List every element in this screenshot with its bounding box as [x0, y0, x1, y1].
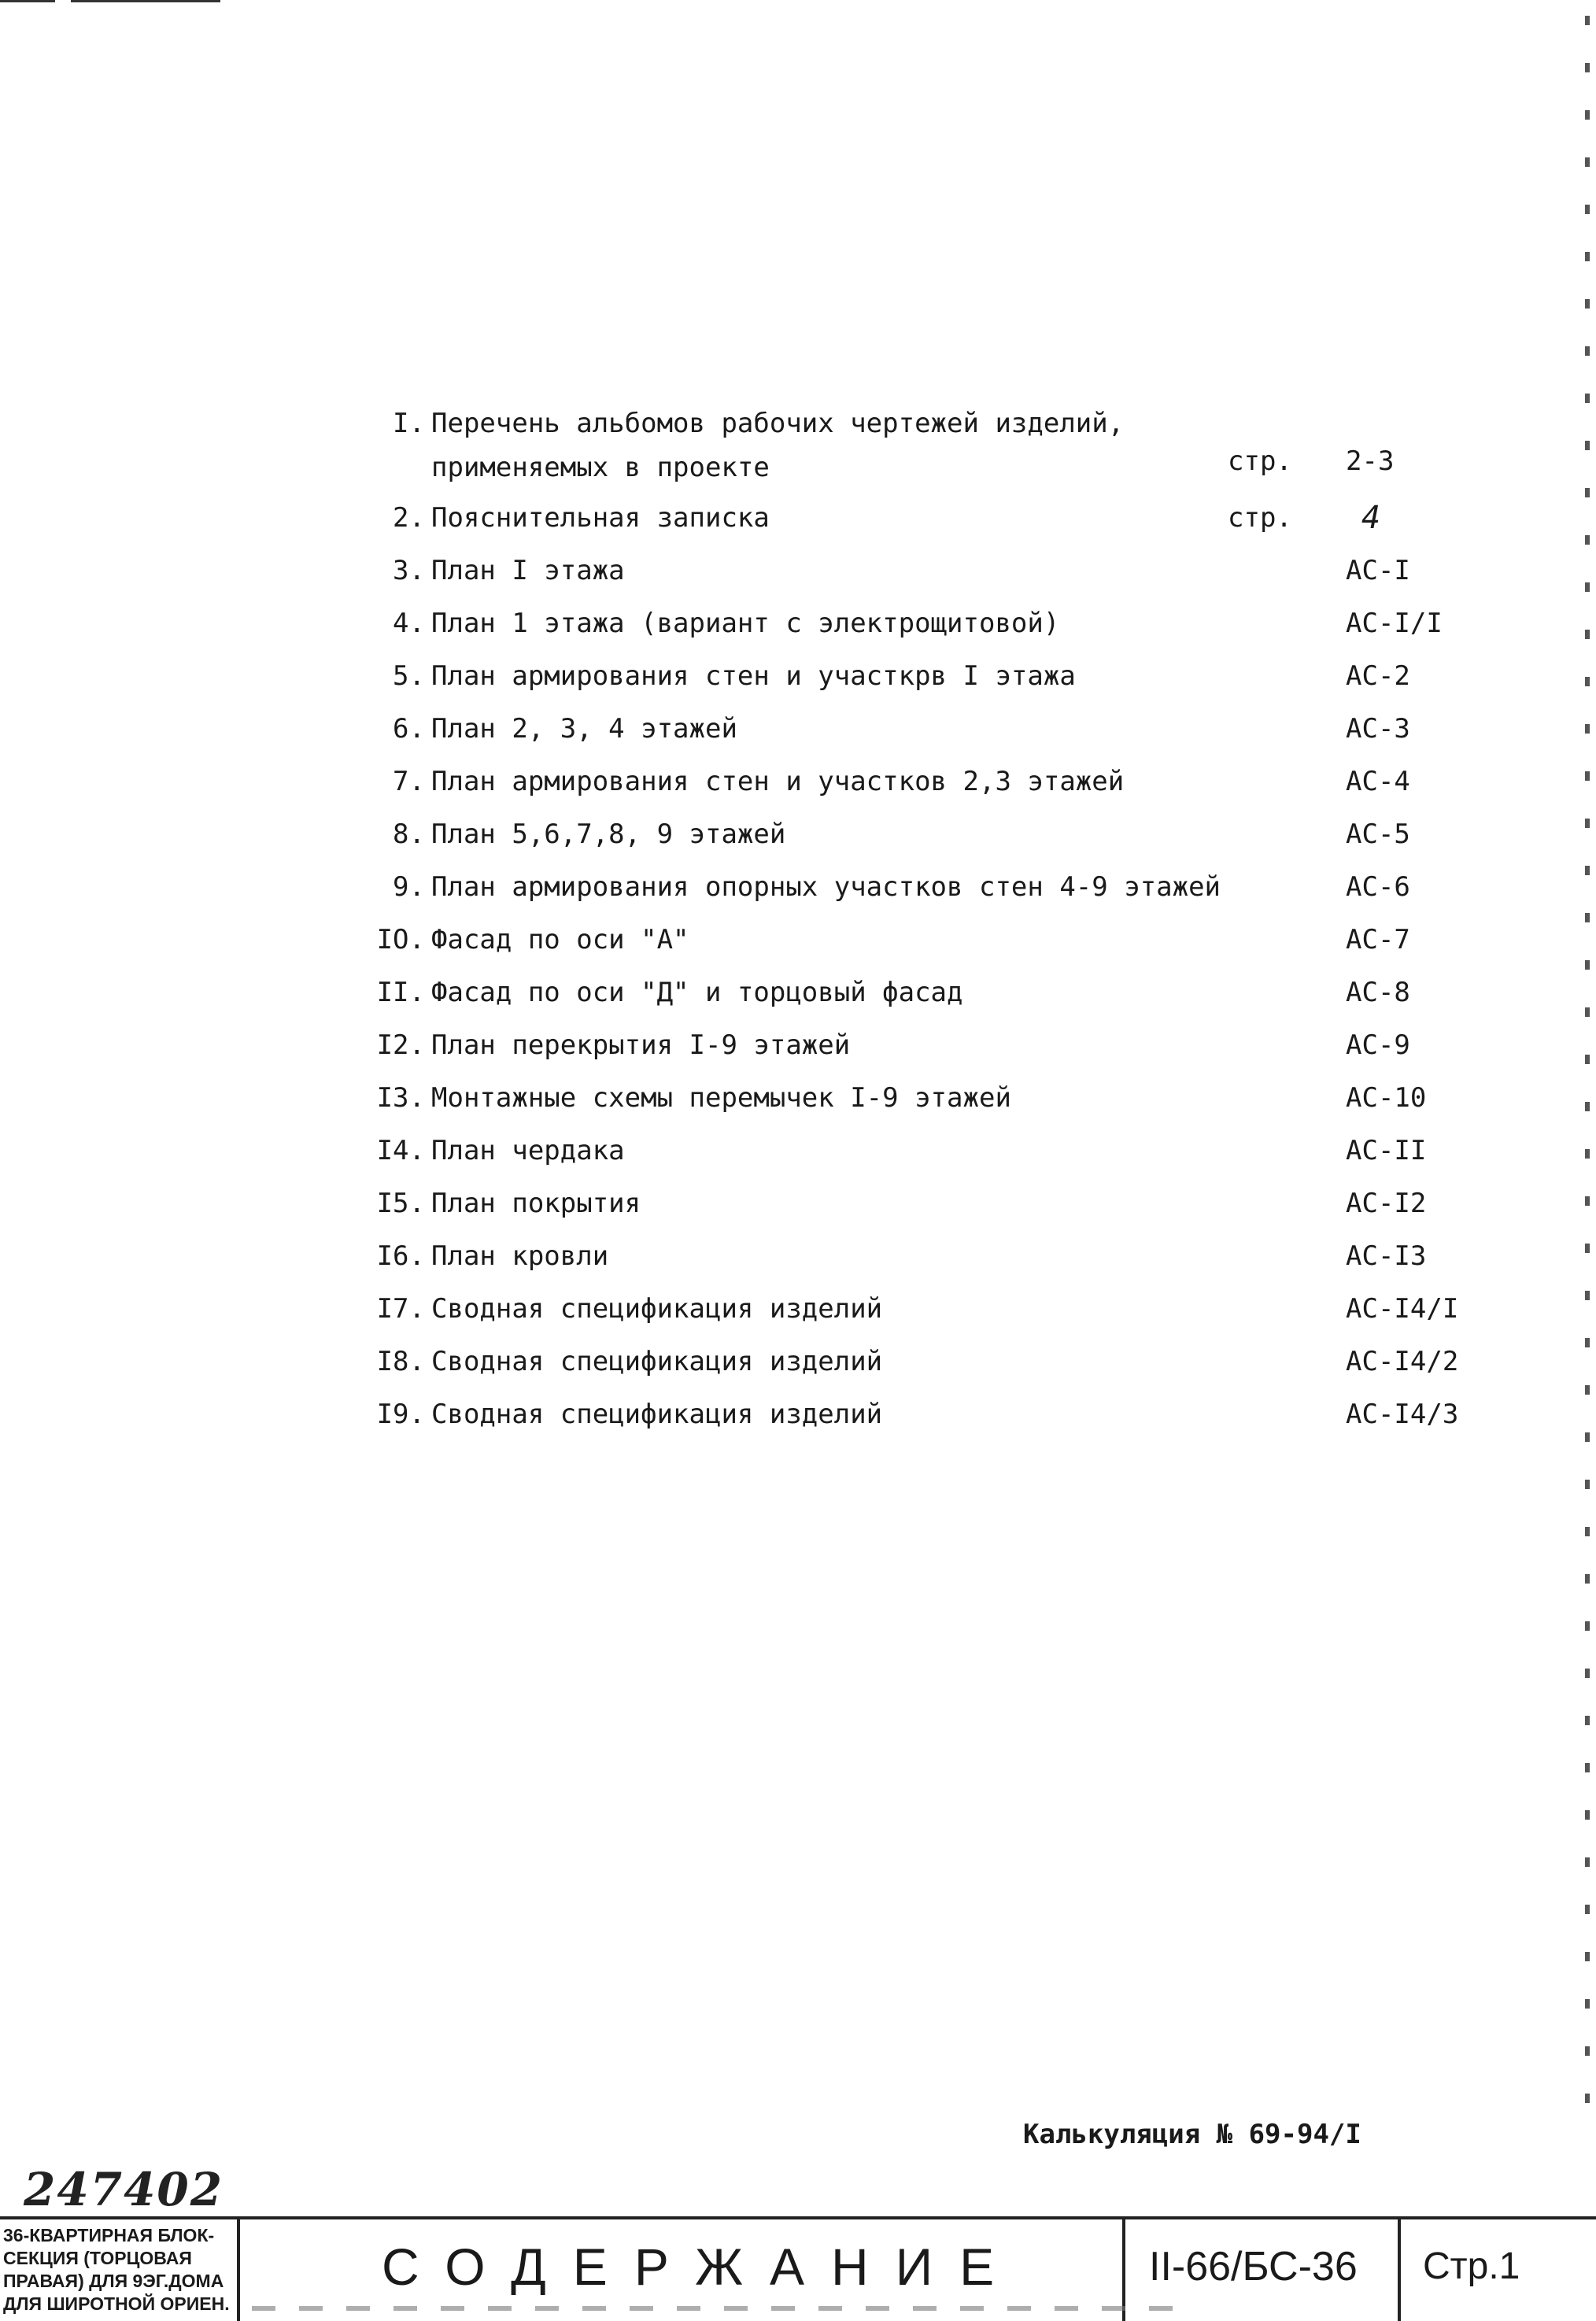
- toc-number: 5.: [393, 660, 425, 692]
- toc-number: 8.: [393, 819, 425, 850]
- toc-row: [346, 1340, 1480, 1392]
- toc-title: Монтажные схемы перемычек I-9 этажей: [431, 1082, 1011, 1114]
- toc-page-label: стр.: [1228, 502, 1292, 534]
- toc-code: АС-I4/I: [1346, 1293, 1459, 1325]
- toc-code: АС-I: [1346, 555, 1410, 586]
- toc-row: [346, 1392, 1480, 1445]
- toc-row: [346, 1129, 1480, 1181]
- toc-code: АС-9: [1346, 1029, 1410, 1061]
- toc-number: I2.: [376, 1029, 425, 1061]
- toc-row: [346, 1234, 1480, 1287]
- toc-number: I4.: [376, 1135, 425, 1166]
- toc-row: [346, 601, 1480, 654]
- toc-title: План чердака: [431, 1135, 625, 1166]
- toc-number: I5.: [376, 1188, 425, 1219]
- archive-number: 247402: [24, 2163, 224, 2216]
- toc-code: АС-2: [1346, 660, 1410, 692]
- toc-code: АС-II: [1346, 1135, 1427, 1166]
- toc-code: АС-7: [1346, 924, 1410, 955]
- right-edge-marks: [1585, 16, 1590, 2141]
- toc-title-line2: применяемых в проекте: [431, 452, 770, 483]
- toc-row: [346, 707, 1480, 759]
- toc-code: АС-5: [1346, 819, 1410, 850]
- description-line: СЕКЦИЯ (ТОРЦОВАЯ: [3, 2248, 192, 2268]
- toc-number: 3.: [393, 555, 425, 586]
- toc-code: АС-3: [1346, 713, 1410, 745]
- toc-number: 4.: [393, 608, 425, 639]
- toc-row: [346, 918, 1480, 970]
- toc-number: I3.: [376, 1082, 425, 1114]
- toc-code: АС-I4/3: [1346, 1399, 1459, 1430]
- top-rule-left: [0, 0, 55, 2]
- toc-title: Сводная спецификация изделий: [431, 1293, 883, 1325]
- toc-code: 2-3: [1346, 445, 1395, 477]
- toc-number: I9.: [376, 1399, 425, 1430]
- toc-page-label: стр.: [1228, 445, 1292, 477]
- toc-title: План 2, 3, 4 этажей: [431, 713, 737, 745]
- toc-title: План перекрытия I-9 этажей: [431, 1029, 851, 1061]
- toc-title: План 1 этажа (вариант с электрощитовой): [431, 608, 1060, 639]
- page-number: Стр.1: [1423, 2245, 1520, 2287]
- toc-title: План 5,6,7,8, 9 этажей: [431, 819, 786, 850]
- toc-code: АС-I/I: [1346, 608, 1443, 639]
- top-rule-right: [71, 0, 220, 2]
- toc-row: [346, 1076, 1480, 1129]
- toc-title: Фасад по оси "Д" и торцовый фасад: [431, 977, 963, 1008]
- toc-row: [346, 496, 1480, 549]
- toc-number: 2.: [393, 502, 425, 534]
- title-block-description: [0, 2219, 240, 2321]
- toc-row: [346, 1287, 1480, 1340]
- toc-code: АС-8: [1346, 977, 1410, 1008]
- toc-title: Фасад по оси "А": [431, 924, 689, 955]
- toc-title: Сводная спецификация изделий: [431, 1399, 883, 1430]
- toc-number: I.: [393, 408, 425, 439]
- description-line: ПРАВАЯ) ДЛЯ 9ЭГ.ДОМА: [3, 2271, 224, 2291]
- document-title: СОДЕРЖАНИЕ: [240, 2219, 1125, 2321]
- toc-number: I6.: [376, 1240, 425, 1272]
- toc-code: АС-I2: [1346, 1188, 1427, 1219]
- toc-title: Сводная спецификация изделий: [431, 1346, 883, 1377]
- toc-code: АС-6: [1346, 871, 1410, 903]
- description-line: 36-КВАРТИРНАЯ БЛОК-: [3, 2225, 215, 2245]
- toc-row: [346, 812, 1480, 865]
- toc-code: АС-10: [1346, 1082, 1427, 1114]
- toc-row: [346, 759, 1480, 812]
- toc-code: АС-I4/2: [1346, 1346, 1459, 1377]
- toc-number: I8.: [376, 1346, 425, 1377]
- toc-number: 6.: [393, 713, 425, 745]
- toc-number: 9.: [393, 871, 425, 903]
- toc-title: Пояснительная записка: [431, 502, 770, 534]
- toc-code: АС-4: [1346, 766, 1410, 797]
- toc-title-line1: Перечень альбомов рабочих чертежей изделий,: [431, 408, 1125, 439]
- toc-row: [346, 970, 1480, 1023]
- toc-title: План армирования стен и участкрв I этажа: [431, 660, 1076, 692]
- toc-title: План кровли: [431, 1240, 609, 1272]
- toc-title: План I этажа: [431, 555, 625, 586]
- toc-number: II.: [376, 977, 425, 1008]
- toc-title: [431, 401, 1258, 490]
- calculation-number: Калькуляция № 69-94/I: [1023, 2119, 1361, 2150]
- toc-title: План армирования опорных участков стен 4-9 этажей: [431, 871, 1221, 903]
- toc-code: АС-I3: [1346, 1240, 1427, 1272]
- toc-number: 7.: [393, 766, 425, 797]
- toc-number: IO.: [376, 924, 425, 955]
- toc-title: План покрытия: [431, 1188, 641, 1219]
- bottom-edge-marks: [252, 2306, 1196, 2311]
- toc-row: [346, 1181, 1480, 1234]
- toc-title: План армирования стен и участков 2,3 этажей: [431, 766, 1125, 797]
- toc-row: [346, 1023, 1480, 1076]
- toc-number: I7.: [376, 1293, 425, 1325]
- series-code: II-66/БС-36: [1125, 2219, 1401, 2321]
- table-of-contents: [346, 401, 1480, 1445]
- description-line: ДЛЯ ШИРОТНОЙ ОРИЕН.: [3, 2293, 230, 2314]
- toc-row: [346, 654, 1480, 707]
- toc-row: [346, 865, 1480, 918]
- toc-code: 4: [1361, 500, 1381, 536]
- toc-row: [346, 401, 1480, 496]
- toc-row: [346, 549, 1480, 601]
